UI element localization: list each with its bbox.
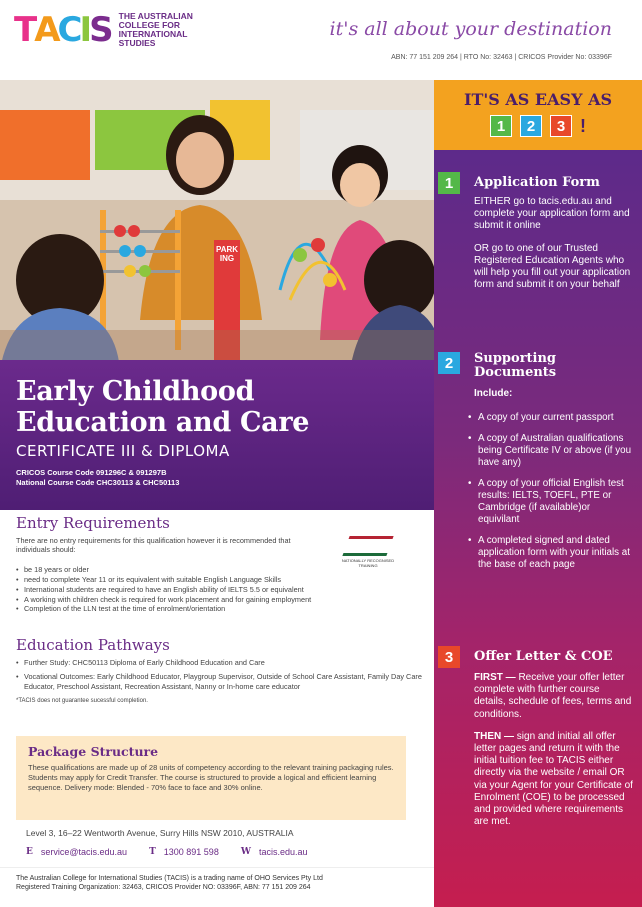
package-body: These qualifications are made up of 28 units of competency according to the relevant training packaging rules. Students may apply for Credit Transfer. The course is structured to provide a logical and efficient learning sequence. Delivery mode: Blended - 70% face to face and 30% online.: [28, 763, 394, 792]
footer-line-2: Registered Training Organization: 32463, CRICOS Provider NO: 03396F, ABN: 77 151 209 264: [16, 884, 311, 892]
number-1-badge: 1: [490, 115, 512, 137]
course-title-block: [0, 360, 434, 510]
address: Level 3, 16–22 Wentworth Avenue, Surry Hills NSW 2010, AUSTRALIA: [26, 828, 294, 838]
list-item: • A copy of Australian qualifications being Certificate IV or above (if you have any): [468, 433, 634, 469]
pathways-list: [16, 658, 426, 692]
easy-as-banner: [434, 90, 642, 137]
list-item: • A copy of your current passport: [468, 412, 634, 424]
number-2-badge: 2: [520, 115, 542, 137]
nrt-mark-icon: [342, 536, 393, 556]
contact-line: [26, 847, 307, 857]
easy-title: IT'S AS EASY AS: [463, 90, 613, 109]
list-item: • A copy of your official English test results: IELTS, TOEFL, PTE or Cambridge (if available)or equivilant: [468, 478, 634, 526]
course-subtitle: CERTIFICATE III & DIPLOMA: [16, 442, 230, 461]
step-numbers: [434, 115, 642, 137]
step-2-badge: 2: [438, 352, 460, 374]
list-item: • International students are required to have an English ability of IELTS 5.5 or equivalent: [16, 585, 426, 595]
step-3-body: FIRST — Receive your offer letter complete with further course details, schedule of fees, terms and conditions. THEN — sign and initial all offer letter pages and return it with the initial tuition fee to TACIS either directly via the website / email OR via your Agent for your Certificate of Enrolment (COE) to be processed and provided where requirements are met.: [474, 672, 633, 828]
step-1-badge: 1: [438, 172, 460, 194]
include-label: Include:: [474, 388, 513, 399]
pathways-heading: Education Pathways: [16, 636, 170, 654]
left-content: [0, 510, 434, 865]
guarantee-note: *TACIS does not guarantee sucessful completion.: [16, 697, 148, 704]
email-link[interactable]: service@tacis.edu.au: [40, 847, 128, 857]
footer: [0, 867, 434, 907]
tagline: it's all about your destination: [329, 18, 612, 40]
hero-photo: [0, 80, 434, 370]
parking-sign-text: PARKING: [215, 245, 239, 264]
nrt-logo: NATIONALLY RECOGNISED TRAINING: [340, 536, 396, 568]
step-1-body: EITHER go to tacis.edu.au and complete your application form and submit it online OR go to one of our Trusted Registered Education Agents who will help you fill out your application form and submit it on your behalf: [474, 196, 631, 291]
entry-intro: There are no entry requirements for this qualification however it is recommended that individuals should:: [16, 536, 291, 555]
steps-column: [434, 80, 642, 907]
course-codes: CRICOS Course Code 091296C & 091297B National Course Code CHC30113 & CHC50113: [16, 468, 180, 488]
entry-heading: Entry Requirements: [16, 514, 170, 532]
entry-requirements: [16, 514, 426, 614]
package-heading: Package Structure: [28, 744, 159, 759]
list-item: • Further Study: CHC50113 Diploma of Early Childhood Education and Care: [16, 658, 426, 668]
education-pathways: [16, 636, 426, 704]
step-3-badge: 3: [438, 646, 460, 668]
step-1-title: Application Form: [474, 175, 600, 190]
tacis-logo[interactable]: [14, 9, 211, 50]
phone-label: T: [149, 847, 156, 857]
list-item: • Vocational Outcomes: Early Childhood Educator, Playgroup Supervisor, Outside of School Care Assistant, Family Day Care Educator, Preschool Assistant, Recreation Assistant, Nanny or In-home care educator: [16, 672, 426, 692]
logo-text: THE AUSTRALIAN COLLEGE FOR INTERNATIONAL STUDIES: [118, 11, 193, 48]
web-link[interactable]: tacis.edu.au: [258, 847, 308, 857]
registration-line: ABN: 77 151 209 264 | RTO No: 32463 | CRICOS Provider No: 03396F: [391, 54, 612, 61]
classroom-illustration: [0, 80, 434, 370]
logo-mark: T A C I S: [14, 9, 111, 50]
header: [0, 0, 642, 80]
list-item: • A completed signed and dated application form with your initials at the base of each page: [468, 535, 634, 571]
email-label: E: [26, 847, 33, 857]
list-item: • Completion of the LLN test at the time of enrolment/orientation: [16, 604, 426, 614]
footer-line-1: The Australian College for International Studies (TACIS) is a trading name of OHO Services Pty Ltd: [16, 875, 323, 882]
entry-list: [16, 565, 426, 614]
step-2-body: [474, 388, 634, 580]
phone-link[interactable]: 1300 891 598: [163, 847, 219, 857]
step-3-title: Offer Letter & COE: [474, 649, 613, 664]
course-title: Early Childhood Education and Care: [16, 376, 310, 439]
list-item: • need to complete Year 11 or its equivalent with suitable English Language Skills: [16, 575, 426, 585]
web-label: W: [240, 847, 251, 857]
list-item: • be 18 years or older: [16, 565, 426, 575]
documents-list: [474, 412, 634, 570]
step-2-title: Supporting Documents: [474, 351, 557, 380]
exclamation: !: [580, 115, 586, 136]
list-item: • A working with children check is required for work placement and for gaining employment: [16, 595, 426, 605]
number-3-badge: 3: [550, 115, 572, 137]
package-structure: [16, 736, 406, 820]
